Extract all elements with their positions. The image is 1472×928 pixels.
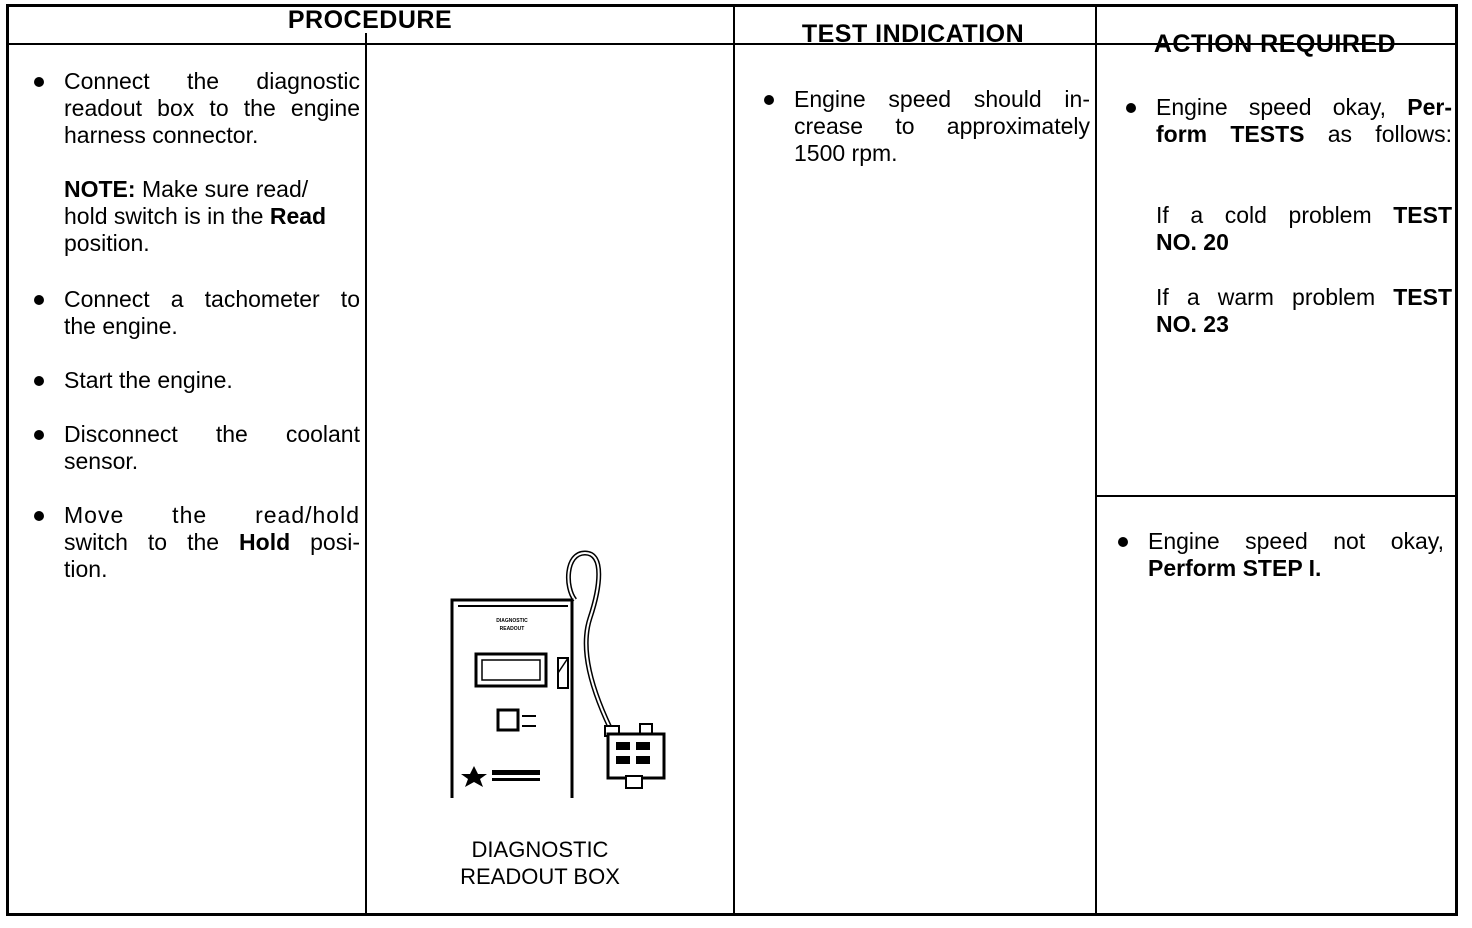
indication-line: Engine speed should in-	[794, 86, 1090, 112]
indication-line: crease to approximately	[794, 113, 1090, 139]
step-line: sensor.	[64, 448, 139, 474]
bullet-icon	[34, 430, 44, 440]
bullet-icon	[34, 376, 44, 386]
diagnostic-readout-box-illustration	[440, 548, 700, 798]
action-bold: Perform STEP I.	[1148, 555, 1322, 581]
note-label: NOTE:	[64, 176, 136, 202]
action-warm-problem	[1156, 284, 1452, 338]
test-number-23: NO. 23	[1156, 311, 1229, 337]
caption-line: READOUT BOX	[460, 864, 620, 889]
action-ok	[1156, 94, 1452, 338]
device-label-text: READOUT	[499, 626, 525, 632]
header-action-required: ACTION REQUIRED	[1153, 30, 1397, 58]
step-bold-hold: Hold	[239, 529, 291, 555]
bullet-icon	[1118, 537, 1128, 547]
action-bold: form TESTS	[1156, 121, 1305, 147]
action-text: If a warm problem	[1156, 284, 1394, 310]
procedure-step-connect-box	[64, 68, 360, 149]
note-text: Make sure read/	[135, 176, 309, 202]
step-line: Connect a tachometer to	[64, 286, 360, 312]
readout-cable	[568, 553, 615, 738]
bullet-icon	[1126, 103, 1136, 113]
column-divider-test	[733, 7, 735, 913]
test-number-20: NO. 20	[1156, 229, 1229, 255]
bullet-icon	[34, 295, 44, 305]
step-text: switch to the	[64, 529, 240, 555]
note-text: hold switch is in the	[64, 203, 270, 229]
procedure-step-hold-switch	[64, 502, 360, 583]
header-test-indication: TEST INDICATION	[801, 20, 1025, 48]
column-divider-action	[1095, 7, 1097, 913]
read-hold-switch	[558, 658, 568, 688]
action-text: Engine speed not okay,	[1148, 528, 1444, 554]
action-not-ok	[1148, 528, 1444, 582]
step-line: the engine.	[64, 313, 178, 339]
step-line: tion.	[64, 556, 108, 582]
action-text: If a cold problem	[1156, 202, 1394, 228]
device-label-text: DIAGNOSTIC	[496, 618, 528, 624]
procedure-note	[64, 176, 360, 257]
action-text: Engine speed okay,	[1156, 94, 1408, 120]
figure-caption	[430, 836, 650, 890]
step-line: Start the engine.	[64, 367, 233, 393]
bullet-icon	[34, 511, 44, 521]
action-text: as follows:	[1304, 121, 1453, 147]
action-row-divider	[1095, 495, 1455, 497]
test-indication-item	[794, 86, 1090, 167]
action-bold: TEST	[1393, 202, 1452, 228]
step-line: Disconnect the coolant	[64, 421, 360, 447]
test-indication-text	[794, 86, 1090, 167]
bullet-icon	[764, 95, 774, 105]
column-divider-figure	[365, 33, 367, 913]
step-line: Move the read/hold	[64, 502, 360, 528]
action-cold-problem	[1156, 202, 1452, 256]
procedure-step-tachometer	[64, 286, 360, 340]
action-not-ok-item	[1148, 528, 1444, 582]
note-bold-read: Read	[269, 203, 327, 229]
note-text: position.	[64, 230, 150, 256]
action-bold: Per-	[1407, 94, 1452, 120]
caption-line: DIAGNOSTIC	[471, 837, 609, 862]
action-ok-item	[1156, 94, 1452, 148]
step-line: readout box to the engine	[64, 95, 360, 121]
action-bold: TEST	[1393, 284, 1452, 310]
procedure-step-start-engine	[64, 367, 360, 394]
procedure-steps	[64, 68, 360, 583]
bullet-icon	[34, 77, 44, 87]
header-procedure: PROCEDURE	[287, 6, 453, 34]
indication-line: 1500 rpm.	[794, 140, 898, 166]
step-line: Connect the diagnostic	[64, 68, 360, 94]
readout-button	[498, 710, 518, 730]
harness-connector-plug	[605, 724, 664, 788]
step-text: posi-	[290, 529, 360, 555]
step-line: harness connector.	[64, 122, 259, 148]
procedure-step-disconnect-sensor	[64, 421, 360, 475]
